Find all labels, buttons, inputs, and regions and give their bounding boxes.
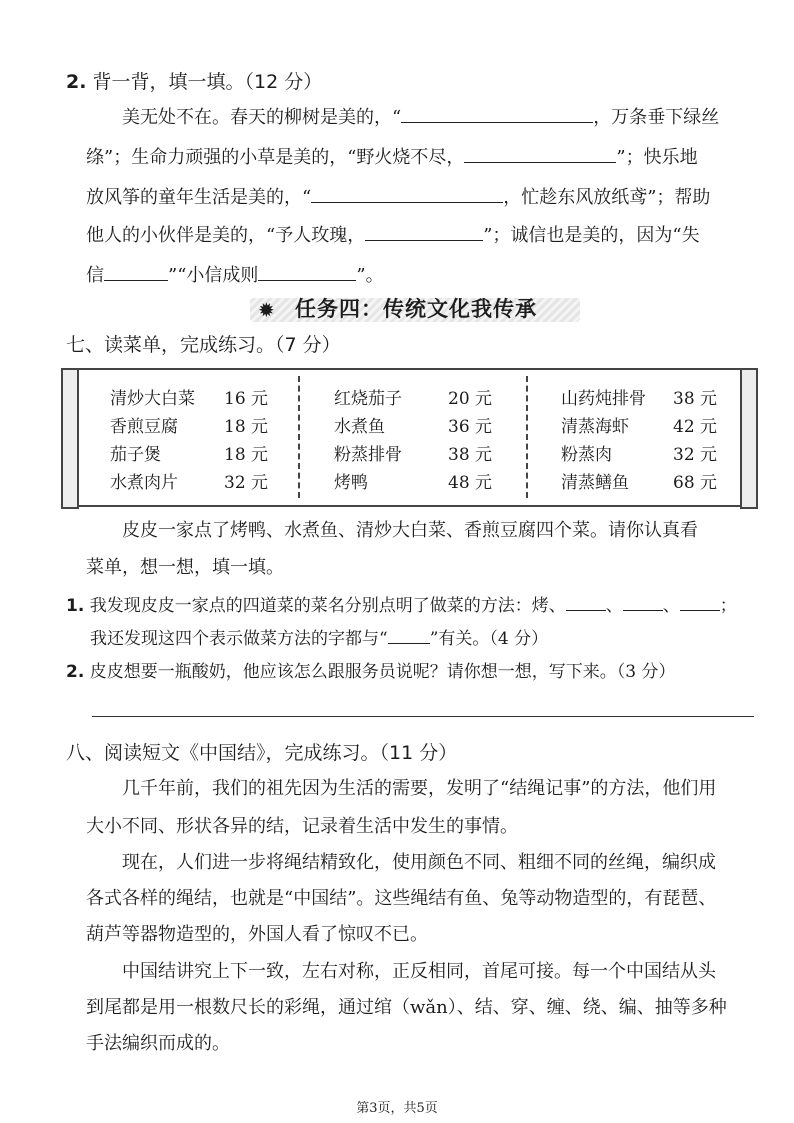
answer-blank[interactable] [680, 592, 720, 611]
task4-title: 任务四：传统文化我传承 [295, 297, 537, 321]
s7-q1-end: ； [719, 596, 737, 616]
dish-price: 18 元 [224, 417, 269, 437]
menu-item [334, 468, 493, 493]
section7-title: 七、读菜单，完成练习。（7 分） [66, 334, 341, 356]
s7-q2 [66, 660, 675, 684]
menu-divider [298, 376, 300, 498]
passage-line: 几千年前，我们的祖先因为生活的需要，发明了“结绳记事”的方法，他们用 [122, 778, 717, 799]
dish-price: 16 元 [224, 389, 269, 409]
q2-line-5-text: 信 [86, 265, 104, 286]
menu-item [561, 468, 718, 493]
dish-price: 42 元 [673, 417, 718, 437]
dish-price: 20 元 [448, 389, 493, 409]
dish-name: 清蒸海虾 [561, 417, 629, 437]
dish-name: 水煮鱼 [334, 417, 385, 437]
menu-item [334, 440, 493, 465]
s7-q1-separator: 、 [662, 596, 680, 616]
menu-item [110, 468, 269, 493]
answer-blank[interactable] [258, 262, 356, 281]
q2-line-4-tail: ”；诚信也是美的，因为“失 [483, 225, 700, 246]
passage-line: 现在，人们进一步将绳结精致化，使用颜色不同、粗细不同的丝绳，编织成 [122, 852, 716, 873]
dish-price: 48 元 [448, 473, 493, 493]
menu-board [76, 368, 743, 507]
dish-name: 茄子煲 [110, 445, 161, 465]
passage-line: 到尾都是用一根数尺长的彩绳，通过绾（wǎn）、结、穿、缠、绕、编、抽等多种 [86, 997, 727, 1018]
dish-price: 38 元 [448, 445, 493, 465]
dish-name: 烤鸭 [334, 473, 368, 493]
q2-line-1-tail: ，万条垂下绿丝 [593, 107, 720, 128]
menu-item [110, 384, 269, 409]
answer-blank[interactable] [401, 104, 593, 123]
dish-name: 粉蒸肉 [561, 445, 612, 465]
dish-price: 36 元 [448, 417, 493, 437]
answer-line[interactable] [92, 716, 754, 717]
s7-q1-text-3: ”有关。（4 分） [429, 629, 549, 649]
q2-line-3-text: 放风筝的童年生活是美的，“ [86, 187, 312, 208]
menu-item [110, 440, 269, 465]
dish-name: 香煎豆腐 [110, 417, 178, 437]
dish-name: 清蒸鳝鱼 [561, 473, 629, 493]
s7-q1-number: 1. [66, 596, 85, 616]
s7-q2-number: 2. [66, 662, 85, 682]
menu-item [110, 412, 269, 437]
dish-name: 粉蒸排骨 [334, 445, 402, 465]
answer-blank[interactable] [311, 184, 503, 203]
answer-blank[interactable] [365, 222, 483, 241]
passage-line: 中国结讲究上下一致，左右对称，正反相同，首尾可接。每一个中国结从头 [122, 961, 716, 982]
s7-q1-separator: 、 [605, 596, 623, 616]
passage-line: 各式各样的绳结，也就是“中国结”。这些绳结有鱼、兔等动物造型的，有琵琶、 [86, 888, 717, 909]
q2-line-5 [86, 262, 384, 288]
menu-left-edge [61, 368, 79, 509]
q2-line-4-text: 他人的小伙伴是美的，“予人玫瑰， [86, 225, 366, 246]
passage-line: 葫芦等器物造型的，外国人看了惊叹不已。 [86, 924, 428, 945]
dish-name: 红烧茄子 [334, 389, 402, 409]
page-footer: 第3页，共5页 [356, 1101, 438, 1116]
dish-name: 水煮肉片 [110, 473, 178, 493]
dish-name: 山药炖排骨 [561, 389, 646, 409]
q2-line-1 [122, 104, 719, 130]
menu-item [561, 384, 718, 409]
dish-price: 32 元 [224, 473, 269, 493]
menu-item [561, 440, 718, 465]
passage-line: 大小不同、形状各异的结，记录着生活中发生的事情。 [86, 816, 518, 837]
s7-q1-text: 我发现皮皮一家点的四道菜的菜名分别点明了做菜的方法：烤、 [89, 596, 566, 616]
q2-line-4 [86, 222, 700, 248]
answer-blank[interactable] [464, 144, 616, 163]
section7-intro-2: 菜单，想一想，填一填。 [86, 557, 284, 578]
q2-line-5-mid: ”“小信成则 [168, 265, 259, 286]
menu-item [561, 412, 718, 437]
passage-line: 手法编织而成的。 [86, 1033, 230, 1054]
dish-price: 32 元 [673, 445, 718, 465]
s7-q1-line-2 [90, 625, 548, 651]
q2-line-2 [86, 144, 698, 170]
s7-q2-text: 皮皮想要一瓶酸奶，他应该怎么跟服务员说呢？请你想一想，写下来。（3 分） [89, 662, 676, 682]
q2-number: 2. [66, 71, 87, 93]
dish-price: 18 元 [224, 445, 269, 465]
menu-right-edge [740, 368, 758, 509]
answer-blank[interactable] [104, 262, 168, 281]
q2-line-2-text: 绦”；生命力顽强的小草是美的，“野火烧不尽， [86, 147, 465, 168]
q2-line-3 [86, 184, 710, 210]
dish-price: 68 元 [673, 473, 718, 493]
menu-item [334, 384, 493, 409]
s7-q1 [66, 592, 737, 618]
q2-heading [66, 70, 322, 94]
section8-title: 八、阅读短文《中国结》，完成练习。（11 分） [66, 742, 458, 764]
dish-price: 38 元 [673, 389, 718, 409]
menu-divider [526, 376, 528, 498]
q2-line-3-tail: ，忙趁东风放纸鸢”；帮助 [503, 187, 711, 208]
q2-title: 背一背，填一填。（12 分） [92, 71, 323, 93]
task4-banner [250, 292, 580, 326]
q2-line-5-tail: ”。 [356, 265, 384, 286]
q2-line-1-text: 美无处不在。春天的柳树是美的，“ [122, 107, 402, 128]
answer-blank[interactable] [566, 592, 606, 611]
sun-icon: ✹ [258, 298, 275, 322]
section7-intro-1: 皮皮一家点了烤鸭、水煮鱼、清炒大白菜、香煎豆腐四个菜。请你认真看 [122, 520, 698, 541]
answer-blank[interactable] [388, 625, 430, 644]
menu-item [334, 412, 493, 437]
s7-q1-text-2: 我还发现这四个表示做菜方法的字都与“ [90, 629, 388, 649]
dish-name: 清炒大白菜 [110, 389, 195, 409]
answer-blank[interactable] [623, 592, 663, 611]
q2-line-2-tail: ”；快乐地 [616, 147, 698, 168]
